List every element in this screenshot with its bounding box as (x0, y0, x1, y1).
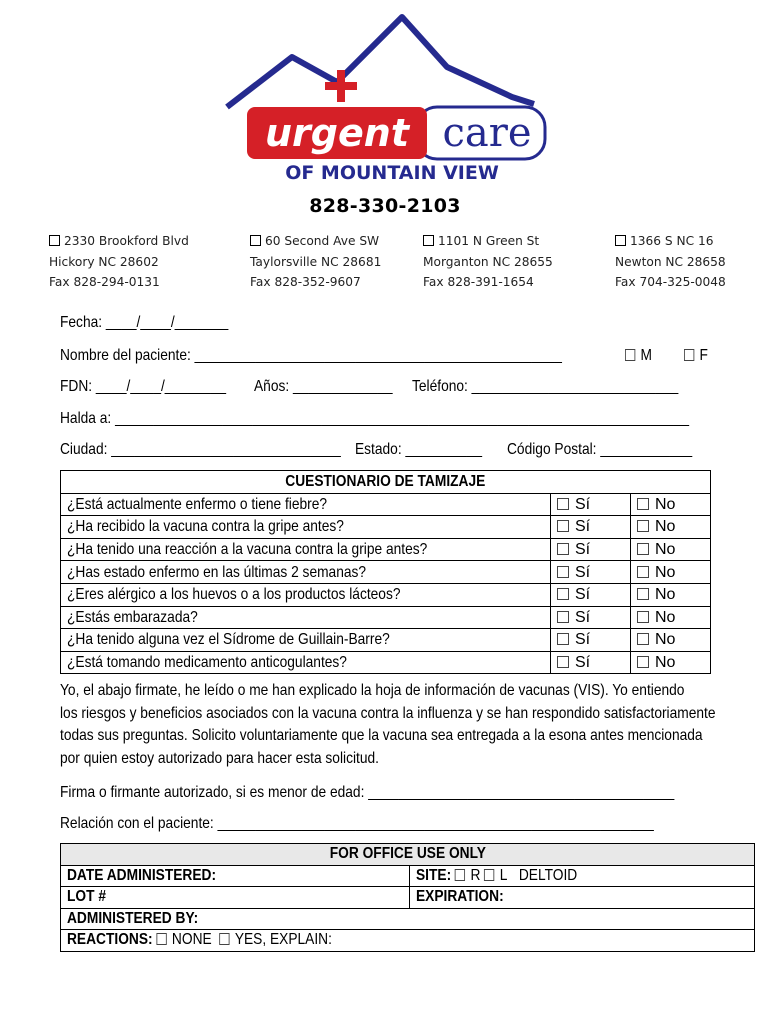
question-row (61, 561, 711, 584)
checkbox-icon[interactable] (49, 235, 60, 246)
consent-line: Yo, el abajo firmate, he leído o me han explicado la hoja de información de vacunas (VIS). Yo entiendo (60, 682, 685, 699)
reactions-field[interactable]: REACTIONS: NONE YES, EXPLAIN: (61, 930, 755, 952)
questionnaire-title: CUESTIONARIO DE TAMIZAJE (61, 471, 711, 494)
checkbox-icon[interactable] (557, 633, 569, 645)
question-text: ¿Eres alérgico a los huevos o a los productos lácteos? (61, 583, 551, 606)
phone-field[interactable]: Teléfono: ___________________________ (412, 378, 679, 395)
checkbox-icon[interactable] (423, 235, 434, 246)
checkbox-icon[interactable] (637, 520, 649, 532)
question-row (61, 629, 711, 652)
location-fax: Fax 828-391-1654 (423, 275, 534, 289)
consent-line: todas sus preguntas. Solicito voluntariamente que la vacuna sea entregada a la esona antes mencionada (60, 727, 703, 744)
checkbox-icon[interactable] (625, 349, 635, 361)
consent-line: los riesgos y beneficios asociados con la vacuna contra la influenza y se han respondido satisfactoriamente (60, 704, 716, 722)
answer-yes[interactable]: Sí (551, 583, 631, 606)
sex-f-option[interactable] (684, 347, 708, 365)
location-fax: Fax 704-325-0048 (615, 275, 726, 289)
location-city: Morganton NC 28655 (423, 254, 553, 269)
question-row (61, 493, 711, 516)
location-morganton (423, 231, 553, 293)
location-newton (615, 231, 726, 293)
expiration-field[interactable]: EXPIRATION: (410, 887, 755, 909)
questionnaire-header-row (61, 471, 711, 494)
age-field[interactable]: Años: _____________ (254, 378, 393, 395)
checkbox-icon[interactable] (557, 611, 569, 623)
state-field[interactable]: Estado: __________ (355, 441, 483, 458)
location-city: Taylorsville NC 28681 (250, 254, 382, 269)
question-row (61, 538, 711, 561)
answer-yes[interactable]: Sí (551, 606, 631, 629)
location-hickory (49, 231, 189, 293)
sex-m-label: M (640, 347, 652, 364)
administered-by-field[interactable]: ADMINISTERED BY: (61, 908, 755, 930)
answer-no[interactable]: No (631, 651, 711, 674)
checkbox-icon[interactable] (637, 543, 649, 555)
urgent-care-logo (222, 12, 552, 187)
answer-yes[interactable]: Sí (551, 629, 631, 652)
answer-no[interactable]: No (631, 629, 711, 652)
office-use-table (60, 843, 755, 952)
office-use-title: FOR OFFICE USE ONLY (61, 844, 755, 866)
checkbox-icon[interactable] (156, 933, 166, 945)
lot-field[interactable]: LOT # (61, 887, 410, 909)
consent-paragraph (60, 680, 748, 770)
zip-field[interactable]: Código Postal: ____________ (507, 441, 693, 458)
answer-no[interactable]: No (631, 538, 711, 561)
signature-field[interactable]: Firma o firmante autorizado, si es menor de edad: ________________________________________ (60, 784, 675, 801)
location-city: Hickory NC 28602 (49, 254, 159, 269)
logo-word-urgent: urgent (265, 111, 409, 155)
location-street: 1366 S NC 16 (630, 234, 714, 248)
question-text: ¿Has estado enfermo en las últimas 2 semanas? (61, 561, 551, 584)
screening-questionnaire (60, 470, 711, 674)
location-street: 60 Second Ave SW (265, 234, 380, 248)
checkbox-icon[interactable] (557, 588, 569, 600)
checkbox-icon[interactable] (484, 869, 494, 881)
location-city: Newton NC 28658 (615, 254, 726, 269)
answer-yes[interactable]: Sí (551, 561, 631, 584)
answer-no[interactable]: No (631, 583, 711, 606)
answer-no[interactable]: No (631, 606, 711, 629)
checkbox-icon[interactable] (637, 656, 649, 668)
location-fax: Fax 828-352-9607 (250, 275, 361, 289)
answer-yes[interactable]: Sí (551, 651, 631, 674)
question-text: ¿Está actualmente enfermo o tiene fiebre? (61, 493, 551, 516)
location-street: 1101 N Green St (438, 234, 540, 248)
answer-yes[interactable]: Sí (551, 516, 631, 539)
question-row (61, 516, 711, 539)
answer-yes[interactable]: Sí (551, 493, 631, 516)
logo-word-care: care (442, 110, 532, 156)
location-taylorsville (250, 231, 381, 293)
site-field[interactable]: SITE: R L DELTOID (410, 865, 755, 887)
question-text: ¿Ha tenido una reacción a la vacuna contra la gripe antes? (61, 538, 551, 561)
question-row (61, 606, 711, 629)
fdn-field[interactable]: FDN: ____/____/________ (60, 378, 227, 395)
answer-no[interactable]: No (631, 516, 711, 539)
checkbox-icon[interactable] (637, 588, 649, 600)
checkbox-icon[interactable] (637, 566, 649, 578)
fecha-field[interactable]: Fecha: ____/____/_______ (60, 314, 229, 331)
patient-name-field[interactable]: Nombre del paciente: ________________________________________________ (60, 347, 562, 364)
location-street: 2330 Brookford Blvd (64, 234, 189, 248)
date-administered-field[interactable]: DATE ADMINISTERED: (61, 865, 410, 887)
question-row (61, 583, 711, 606)
checkbox-icon[interactable] (637, 498, 649, 510)
city-field[interactable]: Ciudad: ______________________________ (60, 441, 341, 458)
sex-f-label: F (699, 347, 708, 364)
checkbox-icon[interactable] (684, 349, 694, 361)
checkbox-icon[interactable] (557, 498, 569, 510)
checkbox-icon[interactable] (219, 933, 229, 945)
question-row (61, 651, 711, 674)
checkbox-icon[interactable] (250, 235, 261, 246)
checkbox-icon[interactable] (557, 656, 569, 668)
checkbox-icon[interactable] (557, 543, 569, 555)
relationship-field[interactable]: Relación con el paciente: _________________________________________________________ (60, 815, 654, 832)
question-text: ¿Está tomando medicamento anticogulantes? (61, 651, 551, 674)
question-text: ¿Estás embarazada? (61, 606, 551, 629)
checkbox-icon[interactable] (455, 869, 465, 881)
logo-tagline: OF MOUNTAIN VIEW (285, 162, 499, 184)
clinic-phone: 828-330-2103 (309, 195, 461, 217)
consent-line: por quien estoy autorizado para hacer esta solicitud. (60, 749, 379, 767)
checkbox-icon[interactable] (557, 520, 569, 532)
answer-yes[interactable]: Sí (551, 538, 631, 561)
location-fax: Fax 828-294-0131 (49, 275, 160, 289)
checkbox-icon[interactable] (615, 235, 626, 246)
answer-no[interactable]: No (631, 493, 711, 516)
answer-no[interactable]: No (631, 561, 711, 584)
mountain-outline (227, 17, 534, 107)
address-field[interactable]: Halda a: ___________________________________________________________________________ (60, 410, 690, 427)
sex-m-option[interactable] (625, 347, 652, 365)
checkbox-icon[interactable] (557, 566, 569, 578)
checkbox-icon[interactable] (637, 633, 649, 645)
question-text: ¿Ha recibido la vacuna contra la gripe antes? (61, 516, 551, 539)
checkbox-icon[interactable] (637, 611, 649, 623)
question-text: ¿Ha tenido alguna vez el Sídrome de Guillain-Barre? (61, 629, 551, 652)
